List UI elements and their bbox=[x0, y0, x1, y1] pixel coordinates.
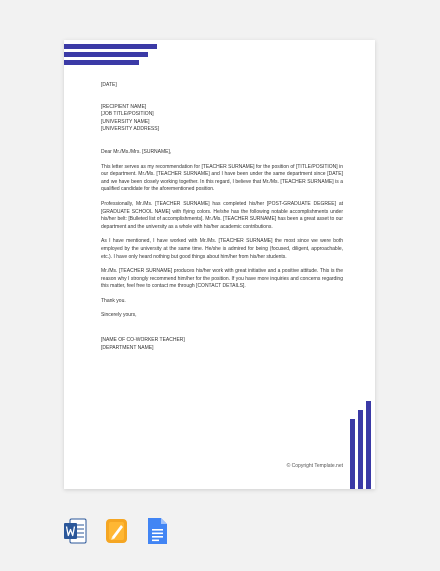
decor-stripe bbox=[64, 60, 139, 65]
salutation: Dear Mr./Ms./Mrs. [SURNAME], bbox=[101, 148, 172, 155]
decor-stripe bbox=[358, 410, 363, 489]
google-docs-icon[interactable] bbox=[146, 517, 169, 545]
document-page bbox=[64, 40, 375, 489]
paragraph: Mr./Ms. [TEACHER SURNAME] produces his/her work with great initiative and a positive attitude. This is the reason why I strongly recommend him/her for the position. If you have more inquiries and concerns regarding this matter, feel free to contact me through [CONTACT DETAILS]. bbox=[101, 268, 343, 290]
paragraph: As I have mentioned, I have worked with Mr./Ms. [TEACHER SURNAME] the most since we were both employed by the university at the same time. He/she is admired for being (focused, diligent, approachable, etc.). I have only heard nothing but good things about him/her from his/her students. bbox=[101, 238, 343, 260]
university-name: [UNIVERSITY NAME] bbox=[101, 118, 150, 125]
decor-stripe bbox=[64, 52, 148, 57]
format-icons bbox=[64, 517, 169, 545]
decor-stripe bbox=[366, 401, 371, 489]
letter-date: [DATE] bbox=[101, 82, 117, 88]
recipient-name: [RECIPIENT NAME] bbox=[101, 103, 147, 110]
letter-body bbox=[101, 82, 343, 359]
thanks: Thank you. bbox=[101, 297, 126, 304]
copyright-text: © Copyright Template.net bbox=[286, 463, 343, 469]
recipient-block bbox=[101, 104, 343, 134]
recipient-title: [JOB TITLE/POSITION] bbox=[101, 111, 154, 118]
decor-stripe bbox=[64, 44, 157, 49]
closing: Sincerely yours, bbox=[101, 312, 137, 319]
signature-block bbox=[101, 337, 343, 352]
signer-department: [DEPARTMENT NAME] bbox=[101, 344, 154, 351]
paragraph: This letter serves as my recommendation for [TEACHER SURNAME] for the position of [TITLE/POSITION] in our department. Mr./Ms. [TEACHER SURNAME] and I have been under the same department since [DATE] and we have been closely working together. In this regard, I believe that Mr./Ms. [TEACHER SURNAME] is a qualified candidate for the aforementioned position. bbox=[101, 163, 343, 193]
paragraph: Professionally, Mr./Ms. [TEACHER SURNAME] has completed his/her [POST-GRADUATE DEGREE] at [GRADUATE SCHOOL NAME] with flying colors. He/she has the following notable accomplishments under his/her belt: [Bulleted list of accomplishments]. Mr./Ms. [TEACHER SURNAME] has been a great asset to our department and the university as a whole with his/her academic contributions. bbox=[101, 200, 343, 230]
decor-stripe bbox=[350, 419, 355, 489]
pages-icon[interactable] bbox=[105, 517, 128, 545]
university-address: [UNIVERSITY ADDRESS] bbox=[101, 126, 159, 133]
word-icon[interactable] bbox=[64, 517, 87, 545]
signer-name: [NAME OF CO-WORKER TEACHER] bbox=[101, 337, 185, 344]
